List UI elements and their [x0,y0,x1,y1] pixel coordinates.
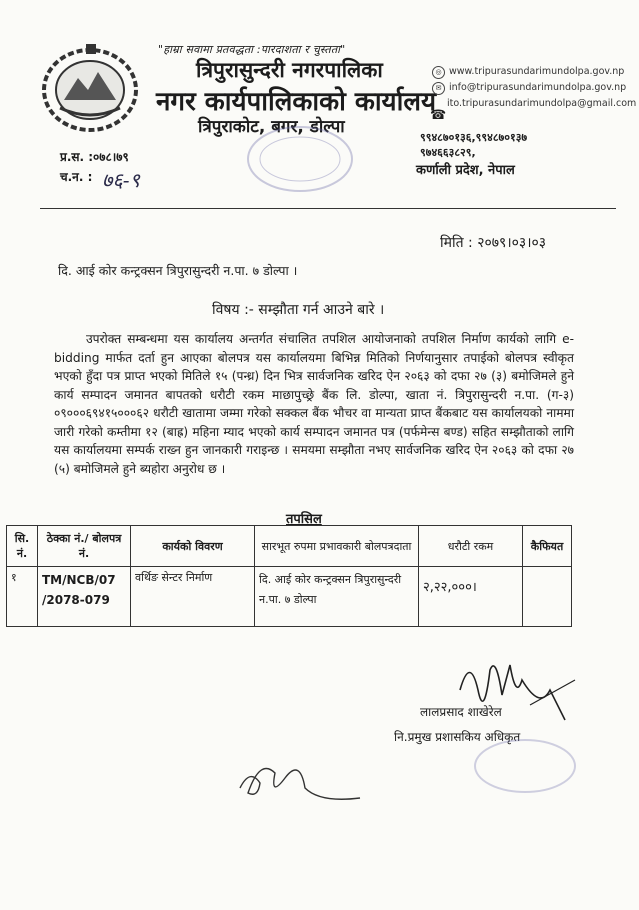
cell-remarks [523,567,572,627]
letter-date: मिति : २०७९।०३।०३ [440,235,547,251]
contact-block [432,64,636,112]
phone-line-2: ९७४६६३८२९, [420,146,476,159]
municipality-name: त्रिपुरासुन्दरी नगरपालिका [196,58,383,82]
office-place: त्रिपुराकोट, बगर, डोल्पा [198,117,345,137]
office-stamp [245,124,355,194]
col-remarks: कैफियत [523,526,572,567]
col-sn: सि. नं. [7,526,38,567]
cell-work-description: वर्थिङ सेन्टर निर्माण [131,567,255,627]
email-primary: info@tripurasundarimundolpa.gov.np [449,82,627,93]
header-divider [40,208,616,209]
col-deposit: धरौटी रकम [419,526,523,567]
col-work-description: कार्यको विवरण [131,526,255,567]
signatory-designation: नि.प्रमुख प्रशासकिय अधिकृत [394,730,521,744]
signatory-name: लालप्रसाद शाखेरेल [420,705,502,719]
globe-icon: ◎ [432,66,445,79]
letter-body: उपरोक्त सम्बन्धमा यस कार्यालय अन्तर्गत संचालित तपशिल आयोजनाको तपशिल निर्माण कार्यको लागि e-bidding मार्फत दर्ता हुन आएका बोलपत्र यस कार्यालयमा बिभिन्न मितिको निर्णयानुसार तपाईको बोलपत्र स्वीकृत भएको हुँदा पत्र प्राप्त भएको मितिले १५ (पन्ध्र) दिन भित्र सार्वजनिक खरिद ऐन २०६३ को दफा २७ (३) बमोजिमले हुने कार्य सम्पादन जमानत बापतको धरौटी रकम माछापुच्छ्रे बैंक लि. डोल्पा, खाता नं. त्रिपुरासुन्दरी न.पा. (ग-३) ०९०००६९४१५०००६२ धरौटी खातामा जम्मा गरेको सक्कल बैंक भौचर वा मान्यता प्राप्त बैंकबाट यस कार्यालयको नाममा जारी गरेको कम्तीमा १२ (बाह्र) महिना म्याद भएको कार्य सम्पादन जमानत पत्र (पर्फमेन्स बण्ड) सहित सम्झौताको लागि यस कार्यालयमा सम्पर्क राख्न हुन जानकारी गराइन्छ । समयमा सम्झौता नभए सार्वजनिक खरिद ऐन २०६३ को दफा २७ (५) बमोजिमले हुने ब्यहोरा अनुरोध छ । [54,332,574,476]
municipality-emblem [40,42,140,132]
website: www.tripurasundarimundolpa.gov.np [449,66,625,77]
reference-number: प्र.स. :०७८।७९ [60,150,129,164]
province: कर्णाली प्रदेश, नेपाल [416,163,515,178]
table-caption: तपसिल [286,512,322,527]
phone-numbers [420,130,527,160]
handwritten-scribble [230,748,370,808]
col-bidder: सारभूत रुपमा प्रभावकारी बोलपत्रदाता [255,526,419,567]
addressee: दि. आई कोर कन्ट्रक्सन त्रिपुरासुन्दरी न.पा. ७ डोल्पा । [58,263,298,278]
dispatch-number-handwritten: ७६-९ [102,168,140,192]
col-contract-no: ठेक्का नं./ बोलपत्र नं. [38,526,131,567]
office-name: नगर कार्यपालिकाको कार्यालय [156,87,437,117]
phone-line-1: ९९४८७०१३६,९९४८७०१३७ [420,131,528,144]
cell-sn: १ [7,567,38,627]
motto: "हाम्रा सवामा प्रतवद्धता :पारदाशता र चुस्तता" [158,43,346,56]
table-header-row [7,526,572,567]
phone-icon: ☎ [430,108,447,123]
cell-bidder: दि. आई कोर कन्ट्रक्सन त्रिपुरासुन्दरी न.पा. ७ डोल्पा [255,567,419,627]
cell-contract-no: TM/NCB/07 /2078-079 [38,567,131,627]
dispatch-label: च.न. : [60,170,93,184]
table-row [7,567,572,627]
mail-icon: ✉ [432,82,445,95]
subject-line: विषय :- सम्झौता गर्न आउने बारे । [212,302,385,318]
cell-deposit: २,२२,०००। [419,567,523,627]
signatory-stamp [470,736,580,796]
details-table [6,525,572,627]
email-secondary: ito.tripurasundarimundolpa@gmail.com [447,98,637,109]
